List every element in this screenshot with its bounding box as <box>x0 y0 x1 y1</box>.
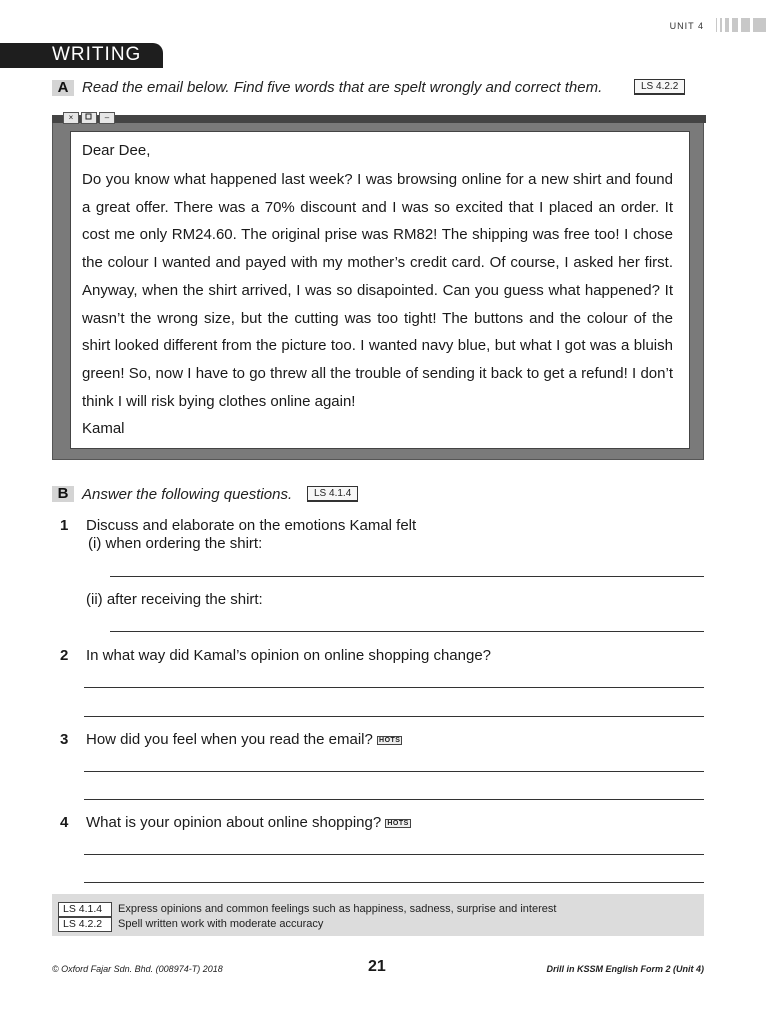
window-controls <box>63 112 115 123</box>
hots-badge: HOTS <box>379 736 401 744</box>
copyright-text: © Oxford Fajar Sdn. Bhd. (008974-T) 2018 <box>52 964 223 974</box>
question-3-label: How did you feel when you read the email? <box>86 731 373 748</box>
email-body: Do you know what happened last week? I was browsing online for a new shirt and found a great offer. There was a 70% discount and I was so excited that I placed an order. It cost me only RM24.60. The original prise was RM82! The shipping was free too! I chose the colour I wanted and payed with my mother’s credit card. Of course, I asked her first. Anyway, when the shirt arrived, I was so disapointed. Can you guess what happened? It wasn’t the wrong size, but the cutting was too tight! The buttons and the colour of the shirt looked different from the picture too. I wanted navy blue, but what I got was a bluish green! So, now I have to go threw all the trouble of sending it back to get a refund! I don’t think I will risk bying clothes online again! <box>82 171 673 410</box>
question-2-number: 2 <box>60 647 69 664</box>
book-title: Drill in KSSM English Form 2 (Unit 4) <box>546 964 704 974</box>
section-a-letter: A <box>52 80 74 96</box>
section-a-ls-tag: LS 4.2.2 <box>634 79 685 95</box>
email-window-titlebar <box>52 115 706 123</box>
minimize-icon: – <box>99 112 115 124</box>
answer-line[interactable] <box>110 631 704 632</box>
question-4-number: 4 <box>60 814 69 831</box>
unit-label: UNIT 4 <box>669 21 704 31</box>
question-1-text: Discuss and elaborate on the emotions Kamal felt <box>86 517 417 534</box>
section-b-instruction: Answer the following questions. <box>82 486 293 503</box>
section-a-instruction: Read the email below. Find five words that are spelt wrongly and correct them. <box>82 79 603 96</box>
standard-code: LS 4.2.2 <box>58 917 112 932</box>
section-b-letter: B <box>52 486 74 502</box>
hots-badge: HOTS <box>387 819 409 827</box>
question-1-number: 1 <box>60 517 69 534</box>
question-3-number: 3 <box>60 731 69 748</box>
maximize-icon <box>81 112 97 124</box>
close-icon: × <box>63 112 79 124</box>
question-1-sub-i: (i) when ordering the shirt: <box>88 535 263 552</box>
section-title: WRITING <box>52 44 142 65</box>
answer-line[interactable] <box>110 576 704 577</box>
email-greeting: Dear Dee, <box>82 142 151 159</box>
question-4-text <box>86 814 411 831</box>
question-3-text <box>86 731 402 748</box>
answer-line[interactable] <box>84 799 704 800</box>
question-2-text: In what way did Kamal’s opinion on online shopping change? <box>86 647 492 664</box>
answer-line[interactable] <box>84 687 704 688</box>
question-1-sub-ii: (ii) after receiving the shirt: <box>86 591 263 608</box>
standard-description: Spell written work with moderate accuracy <box>118 918 324 930</box>
question-4-label: What is your opinion about online shopping? <box>86 814 382 831</box>
section-b-ls-tag: LS 4.1.4 <box>307 486 358 502</box>
answer-line[interactable] <box>84 716 704 717</box>
answer-line[interactable] <box>84 882 704 883</box>
page-number: 21 <box>368 958 386 975</box>
answer-line[interactable] <box>84 771 704 772</box>
answer-line[interactable] <box>84 854 704 855</box>
email-signature: Kamal <box>82 420 125 437</box>
unit-bars-decoration <box>714 18 768 32</box>
standard-code: LS 4.1.4 <box>58 902 112 917</box>
standard-description: Express opinions and common feelings such as happiness, sadness, surprise and interest <box>118 903 557 915</box>
